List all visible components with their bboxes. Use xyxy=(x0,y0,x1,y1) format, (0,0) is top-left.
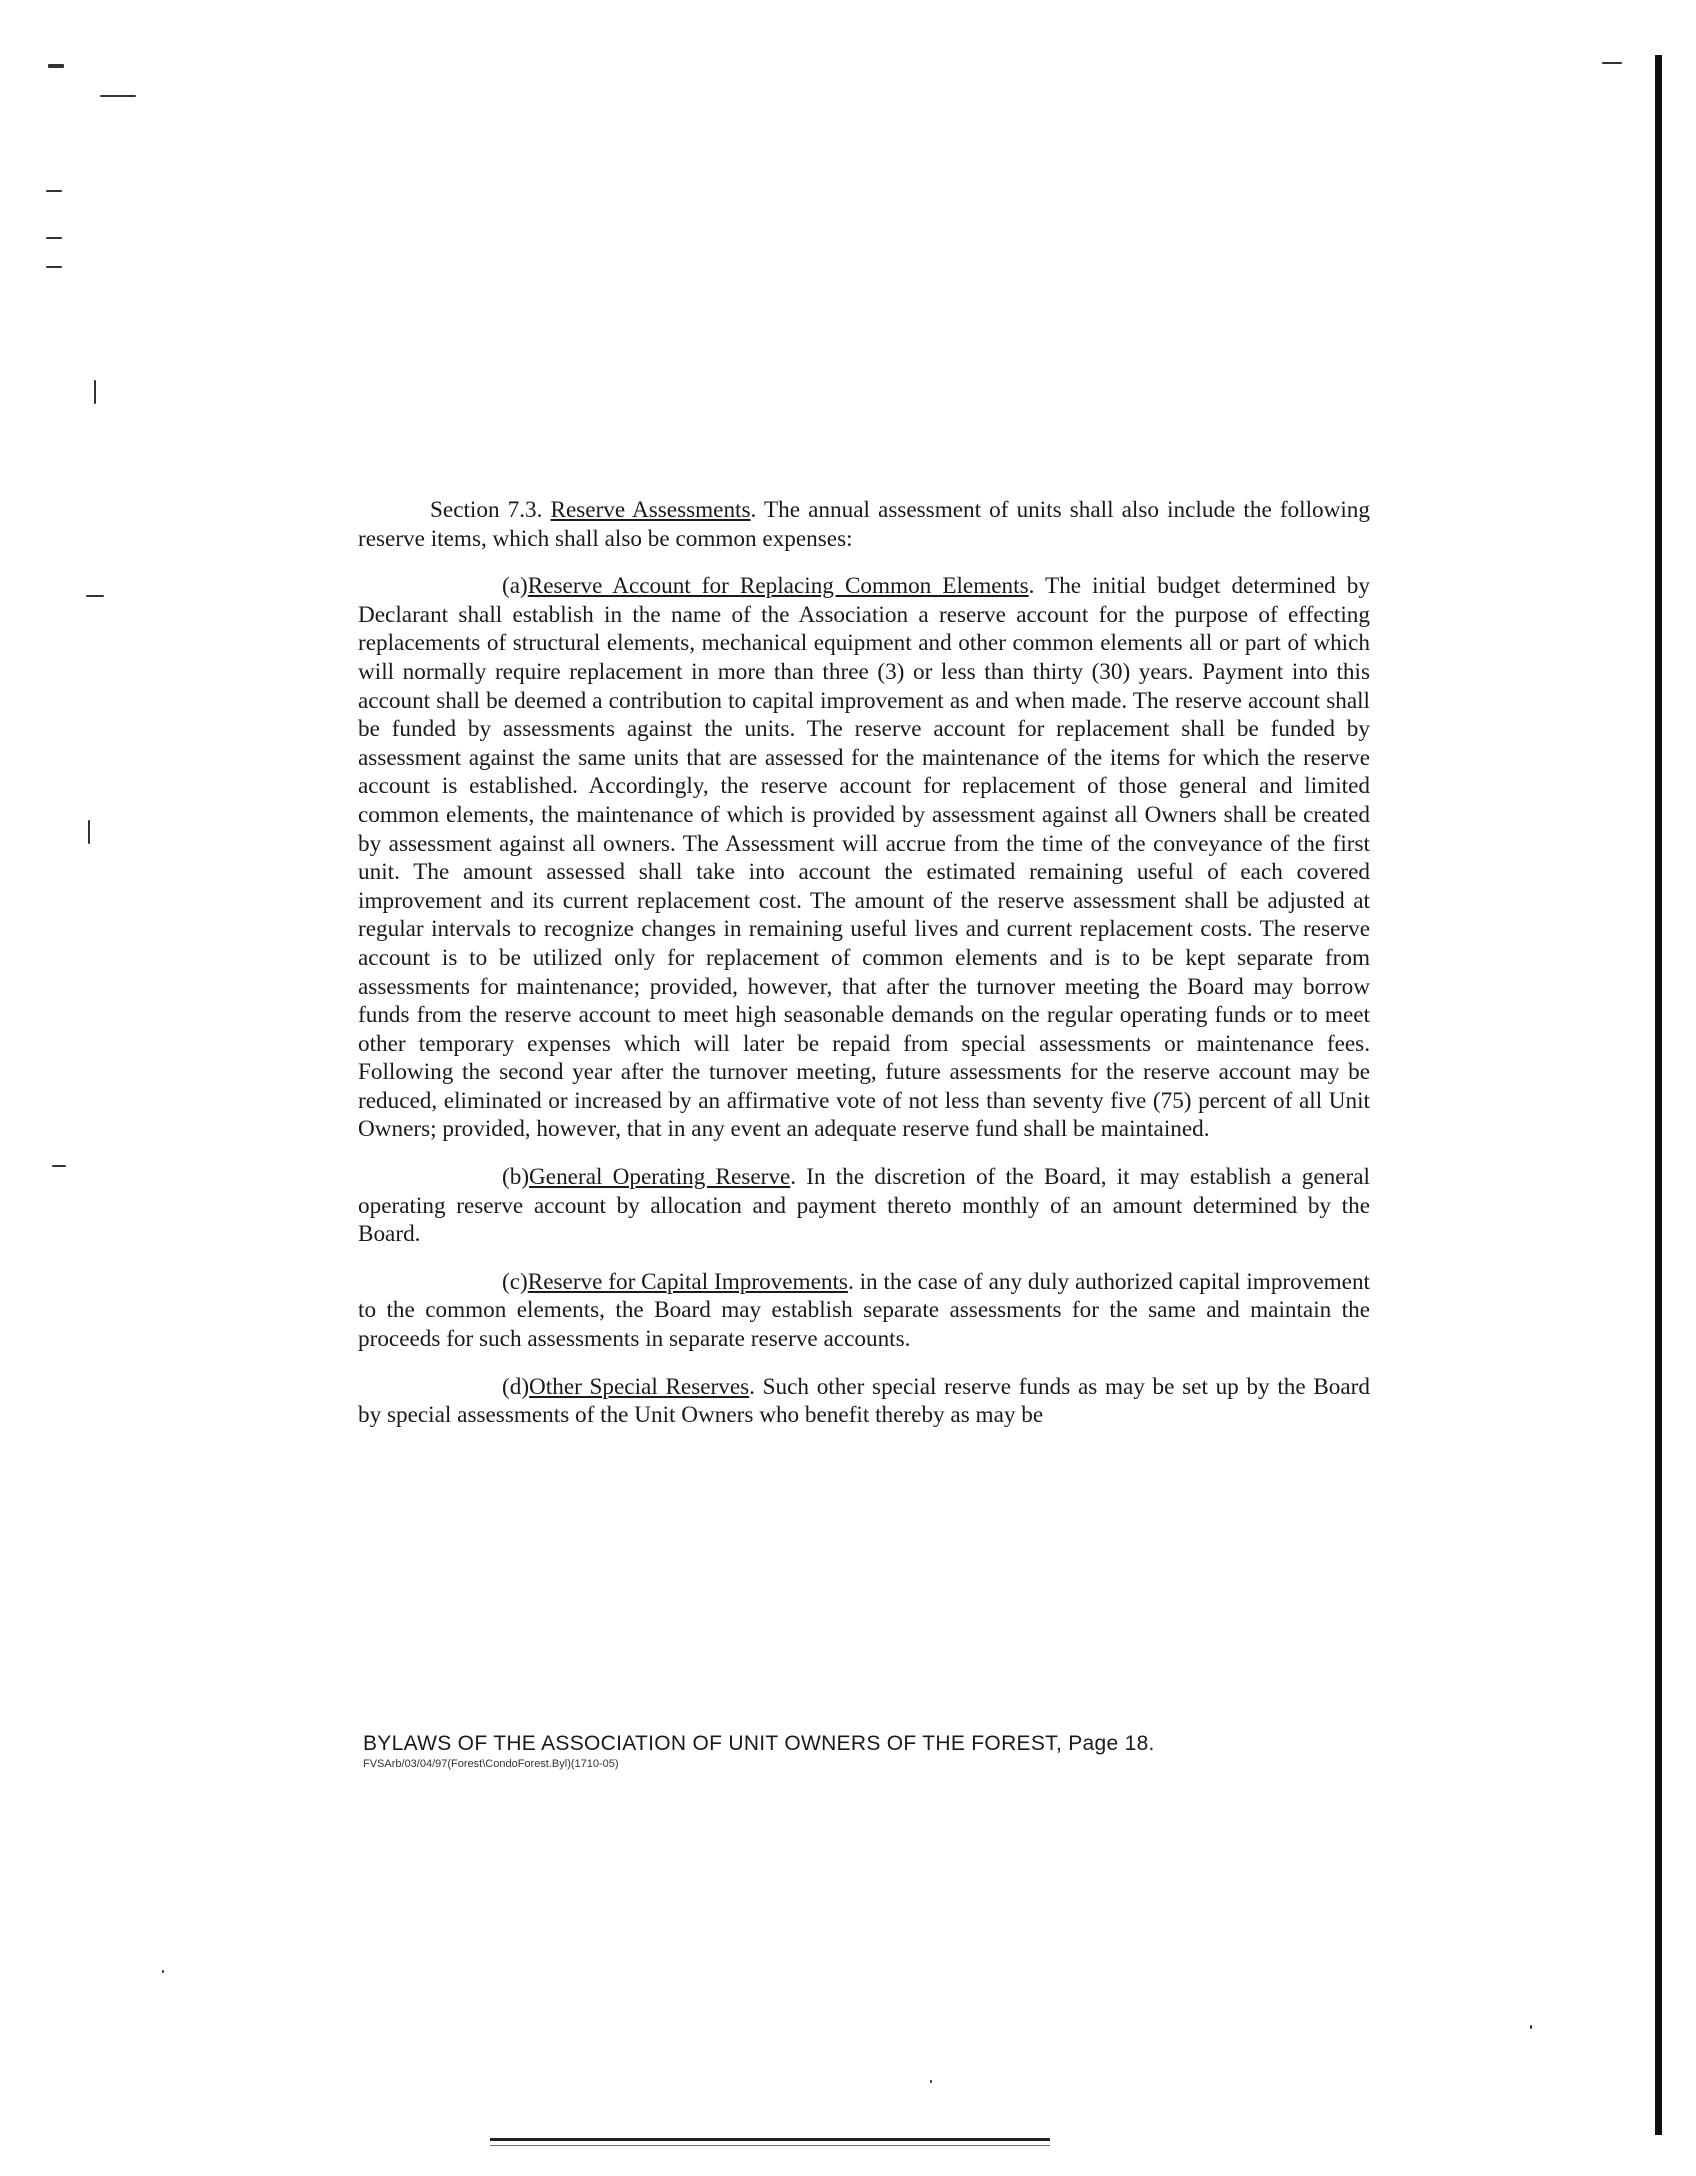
scan-speck xyxy=(1530,2025,1532,2029)
item-paragraph-d: (d)Other Special Reserves. Such other special reserve funds as may be set up by the Board by special assessments of the Unit Owners who benefit thereby as may be xyxy=(358,1373,1370,1429)
scan-speck xyxy=(100,95,136,97)
item-heading-d: Other Special Reserves xyxy=(529,1373,750,1400)
item-heading-a: Reserve Account for Replacing Common Elements xyxy=(527,573,1029,600)
scan-edge-bar xyxy=(1655,55,1662,2135)
scan-speck xyxy=(46,237,62,239)
item-label-d: (d) xyxy=(502,1373,530,1400)
footer-file-code: FVSArb/03/04/97(Forest\CondoForest.Byl)(1710-05) xyxy=(363,1758,619,1770)
section-paragraph: Section 7.3. Reserve Assessments. The annual assessment of units shall also include the following reserve items, which shall also be common expenses: xyxy=(358,497,1370,552)
scan-speck xyxy=(94,380,96,404)
scan-bottom-rule-thin xyxy=(490,2145,1050,2146)
item-text-d: Such other special reserve funds as may be set up by the Board by special assessments of the Unit Owners who benefit thereby as may be xyxy=(358,1373,1370,1429)
item-paragraph-a: (a)Reserve Account for Replacing Common Elements. The initial budget determined by Declarant shall establish in the name of the Association a reserve account for the purpose of effecting replacements of structural elements, mechanical equipment and other common elements all or part of which will normally require replacement in more than three (3) or less than thirty (30) years. Payment into this account shall be deemed a contribution to capital improvement as and when made. The reserve account shall be funded by assessments against the units. The reserve account for replacement shall be funded by assessment against the same units that are assessed for the maintenance of the items for which the reserve account is established. Accordingly, the reserve account for replacement of those general and limited common elements, the maintenance of which is provided by assessment against all Owners shall be created by assessment against all owners. The Assessment will accrue from the time of the conveyance of the first unit. The amount assessed shall take into account the estimated remaining useful of each covered improvement and its current replacement cost. The amount of the reserve assessment shall be adjusted at regular intervals to recognize changes in remaining useful lives and current replacement costs. The reserve account is to be utilized only for replacement of common elements and is to be kept separate from assessments for maintenance; provided, however, that after the turnover meeting the Board may borrow funds from the reserve account to meet high seasonable demands on the regular operating funds or to meet other temporary expenses which will later be repaid from special assessments or maintenance fees. Following the second year after the turnover meeting, future assessments for the reserve account may be reduced, eliminated or increased by an affirmative vote of not less than seventy five (75) percent of all Unit Owners; provided, however, that in any event an adequate reserve fund shall be maintained. xyxy=(358,573,1370,1143)
item-label-a: (a) xyxy=(502,573,528,600)
scan-speck xyxy=(52,1165,66,1167)
item-label-c: (c) xyxy=(502,1268,528,1295)
scan-speck xyxy=(162,1970,164,1973)
scan-speck xyxy=(48,64,64,68)
document-body xyxy=(358,496,1370,1449)
scan-bottom-rule xyxy=(490,2138,1050,2141)
item-heading-b: General Operating Reserve xyxy=(529,1164,791,1191)
item-text-c: in the case of any duly authorized capital improvement to the common elements, the Board may establish separate assessments for the same and maintain the proceeds for such assessments in separate reserve accounts. xyxy=(358,1268,1370,1353)
item-paragraph-c: (c)Reserve for Capital Improvements. in the case of any duly authorized capital improvement to the common elements, the Board may establish separate assessments for the same and maintain the proceeds for such assessments in separate reserve accounts. xyxy=(358,1268,1370,1353)
footer-title: BYLAWS OF THE ASSOCIATION OF UNIT OWNERS OF THE FOREST, Page 18. xyxy=(363,1732,1155,1755)
item-label-b: (b) xyxy=(502,1164,530,1191)
scan-speck xyxy=(86,595,104,597)
item-text-a: The initial budget determined by Declarant shall establish in the name of the Association a reserve account for the purpose of effecting replacements of structural elements, mechanical equipment and other common elements all or part of which will normally require replacement in more than three (3) or less than thirty (30) years. Payment into this account shall be deemed a contribution to capital improvement as and when made. The reserve account shall be funded by assessments against the units. The reserve account for replacement shall be funded by assessment against the same units that are assessed for the maintenance of the items for which the reserve account is established. Accordingly, the reserve account for replacement of those general and limited common elements, the maintenance of which is provided by assessment against all Owners shall be created by assessment against all owners. The Assessment will accrue from the time of the conveyance of the first unit. The amount assessed shall take into account the estimated remaining useful of each covered improvement and its current replacement cost. The amount of the reserve assessment shall be adjusted at regular intervals to recognize changes in remaining useful lives and current replacement costs. The reserve account is to be utilized only for replacement of common elements and is to be kept separate from assessments for maintenance; provided, however, that after the turnover meeting the Board may borrow funds from the reserve account to meet high seasonable demands on the regular operating funds or to meet other temporary expenses which will later be repaid from special assessments or maintenance fees. Following the second year after the turnover meeting, future assessments for the reserve account may be reduced, eliminated or increased by an affirmative vote of not less than seventy five (75) percent of all Unit Owners; provided, however, that in any event an adequate reserve fund shall be maintained. xyxy=(358,573,1370,1143)
item-heading-c: Reserve for Capital Improvements xyxy=(527,1268,848,1295)
section-heading: Reserve Assessments xyxy=(550,497,751,523)
item-paragraph-b: (b)General Operating Reserve. In the discretion of the Board, it may establish a general operating reserve account by allocation and payment thereto monthly of an amount determined by the Board. xyxy=(358,1164,1371,1248)
scan-speck xyxy=(88,820,90,844)
page-footer xyxy=(363,1732,1363,1770)
scan-speck xyxy=(46,190,62,192)
scan-speck xyxy=(46,266,62,268)
section-intro: The annual assessment of units shall also include the following reserve items, which shall also be common expenses: xyxy=(358,497,1370,552)
scan-speck xyxy=(1602,62,1622,64)
item-text-b: In the discretion of the Board, it may establish a general operating reserve account by allocation and payment thereto monthly of an amount determined by the Board. xyxy=(358,1164,1371,1248)
scan-speck xyxy=(930,2080,932,2083)
section-number: Section 7.3. xyxy=(430,497,543,523)
